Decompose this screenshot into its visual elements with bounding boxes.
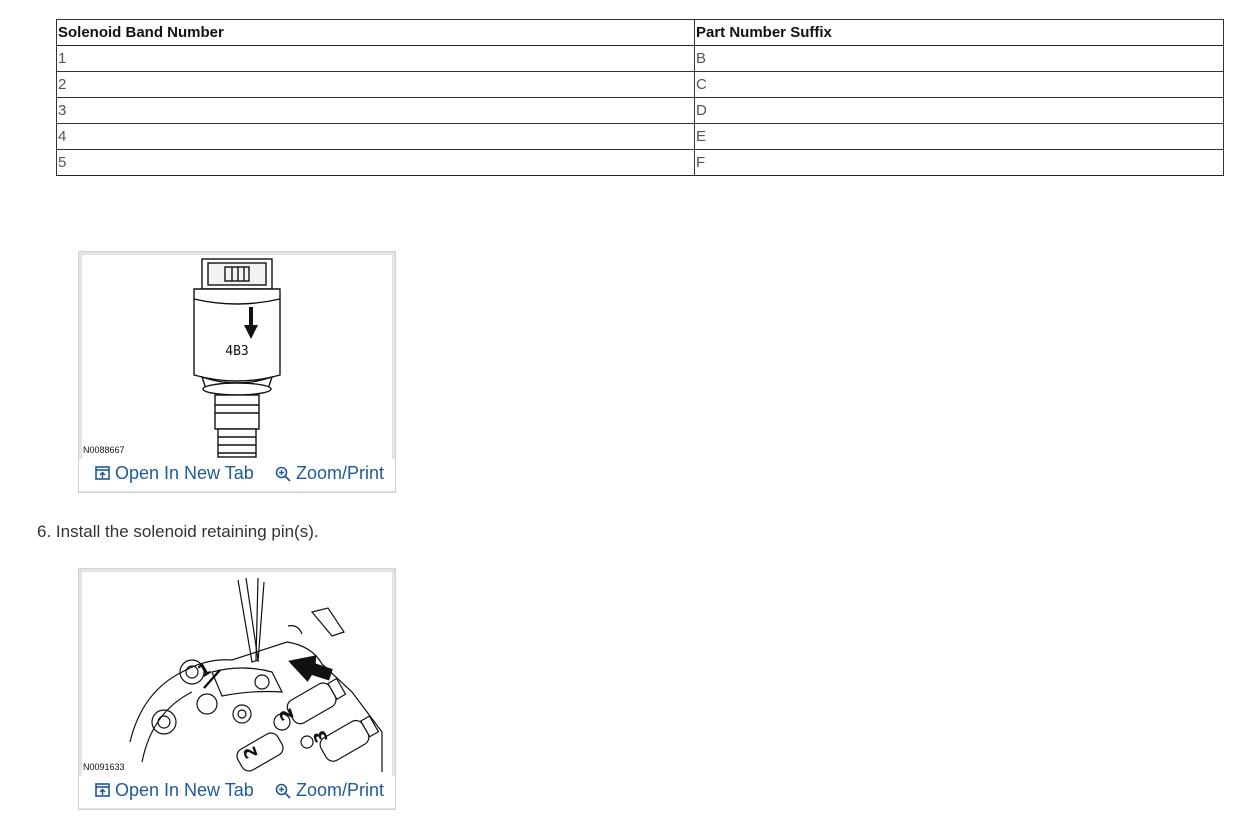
figure-code: N0091633 — [83, 762, 125, 772]
solenoid-drawing — [82, 255, 392, 459]
solenoid-label-1: 1 — [194, 659, 215, 683]
open-in-new-tab-label: Open In New Tab — [115, 780, 254, 800]
solenoid-marking: 4B3 — [225, 344, 249, 359]
zoom-print-link[interactable] — [275, 463, 384, 484]
band-number-cell: 1 — [57, 46, 695, 72]
zoom-print-link[interactable] — [275, 780, 384, 801]
zoom-print-label: Zoom/Print — [296, 463, 385, 483]
band-number-cell: 3 — [57, 98, 695, 124]
solenoid-label-2b: 2 — [239, 743, 263, 762]
retaining-pin-figure — [78, 568, 396, 810]
open-in-new-tab-link[interactable] — [95, 780, 254, 801]
open-in-new-tab-label: Open In New Tab — [115, 463, 254, 483]
table-row — [57, 150, 1224, 176]
open-new-tab-icon — [95, 783, 110, 798]
solenoid-illustration[interactable] — [82, 255, 392, 459]
table-header-row — [57, 20, 1224, 46]
band-number-cell: 5 — [57, 150, 695, 176]
table-row — [57, 72, 1224, 98]
figure-links — [79, 776, 395, 808]
figure-links — [79, 459, 395, 491]
step-6-text: 6. Install the solenoid retaining pin(s). — [37, 522, 319, 541]
table-row — [57, 98, 1224, 124]
solenoid-band-table — [56, 19, 1224, 176]
part-suffix-cell: C — [695, 72, 1224, 98]
part-suffix-cell: B — [695, 46, 1224, 72]
column-header-part-suffix: Part Number Suffix — [695, 20, 1224, 46]
solenoid-label-3: 3 — [309, 727, 333, 746]
solenoid-figure — [78, 251, 396, 493]
part-suffix-cell: F — [695, 150, 1224, 176]
retaining-pin-illustration[interactable] — [82, 572, 392, 776]
table-row — [57, 124, 1224, 150]
band-number-cell: 4 — [57, 124, 695, 150]
part-suffix-cell: D — [695, 98, 1224, 124]
table-row — [57, 46, 1224, 72]
zoom-in-icon — [275, 783, 291, 799]
zoom-print-label: Zoom/Print — [296, 780, 385, 800]
figure-code: N0088667 — [83, 445, 125, 455]
band-number-cell: 2 — [57, 72, 695, 98]
part-suffix-cell: E — [695, 124, 1224, 150]
column-header-band-number: Solenoid Band Number — [57, 20, 695, 46]
open-in-new-tab-link[interactable] — [95, 463, 254, 484]
zoom-in-icon — [275, 466, 291, 482]
open-new-tab-icon — [95, 466, 110, 481]
valve-body-drawing — [82, 572, 392, 776]
solenoid-label-2a: 2 — [275, 705, 299, 724]
